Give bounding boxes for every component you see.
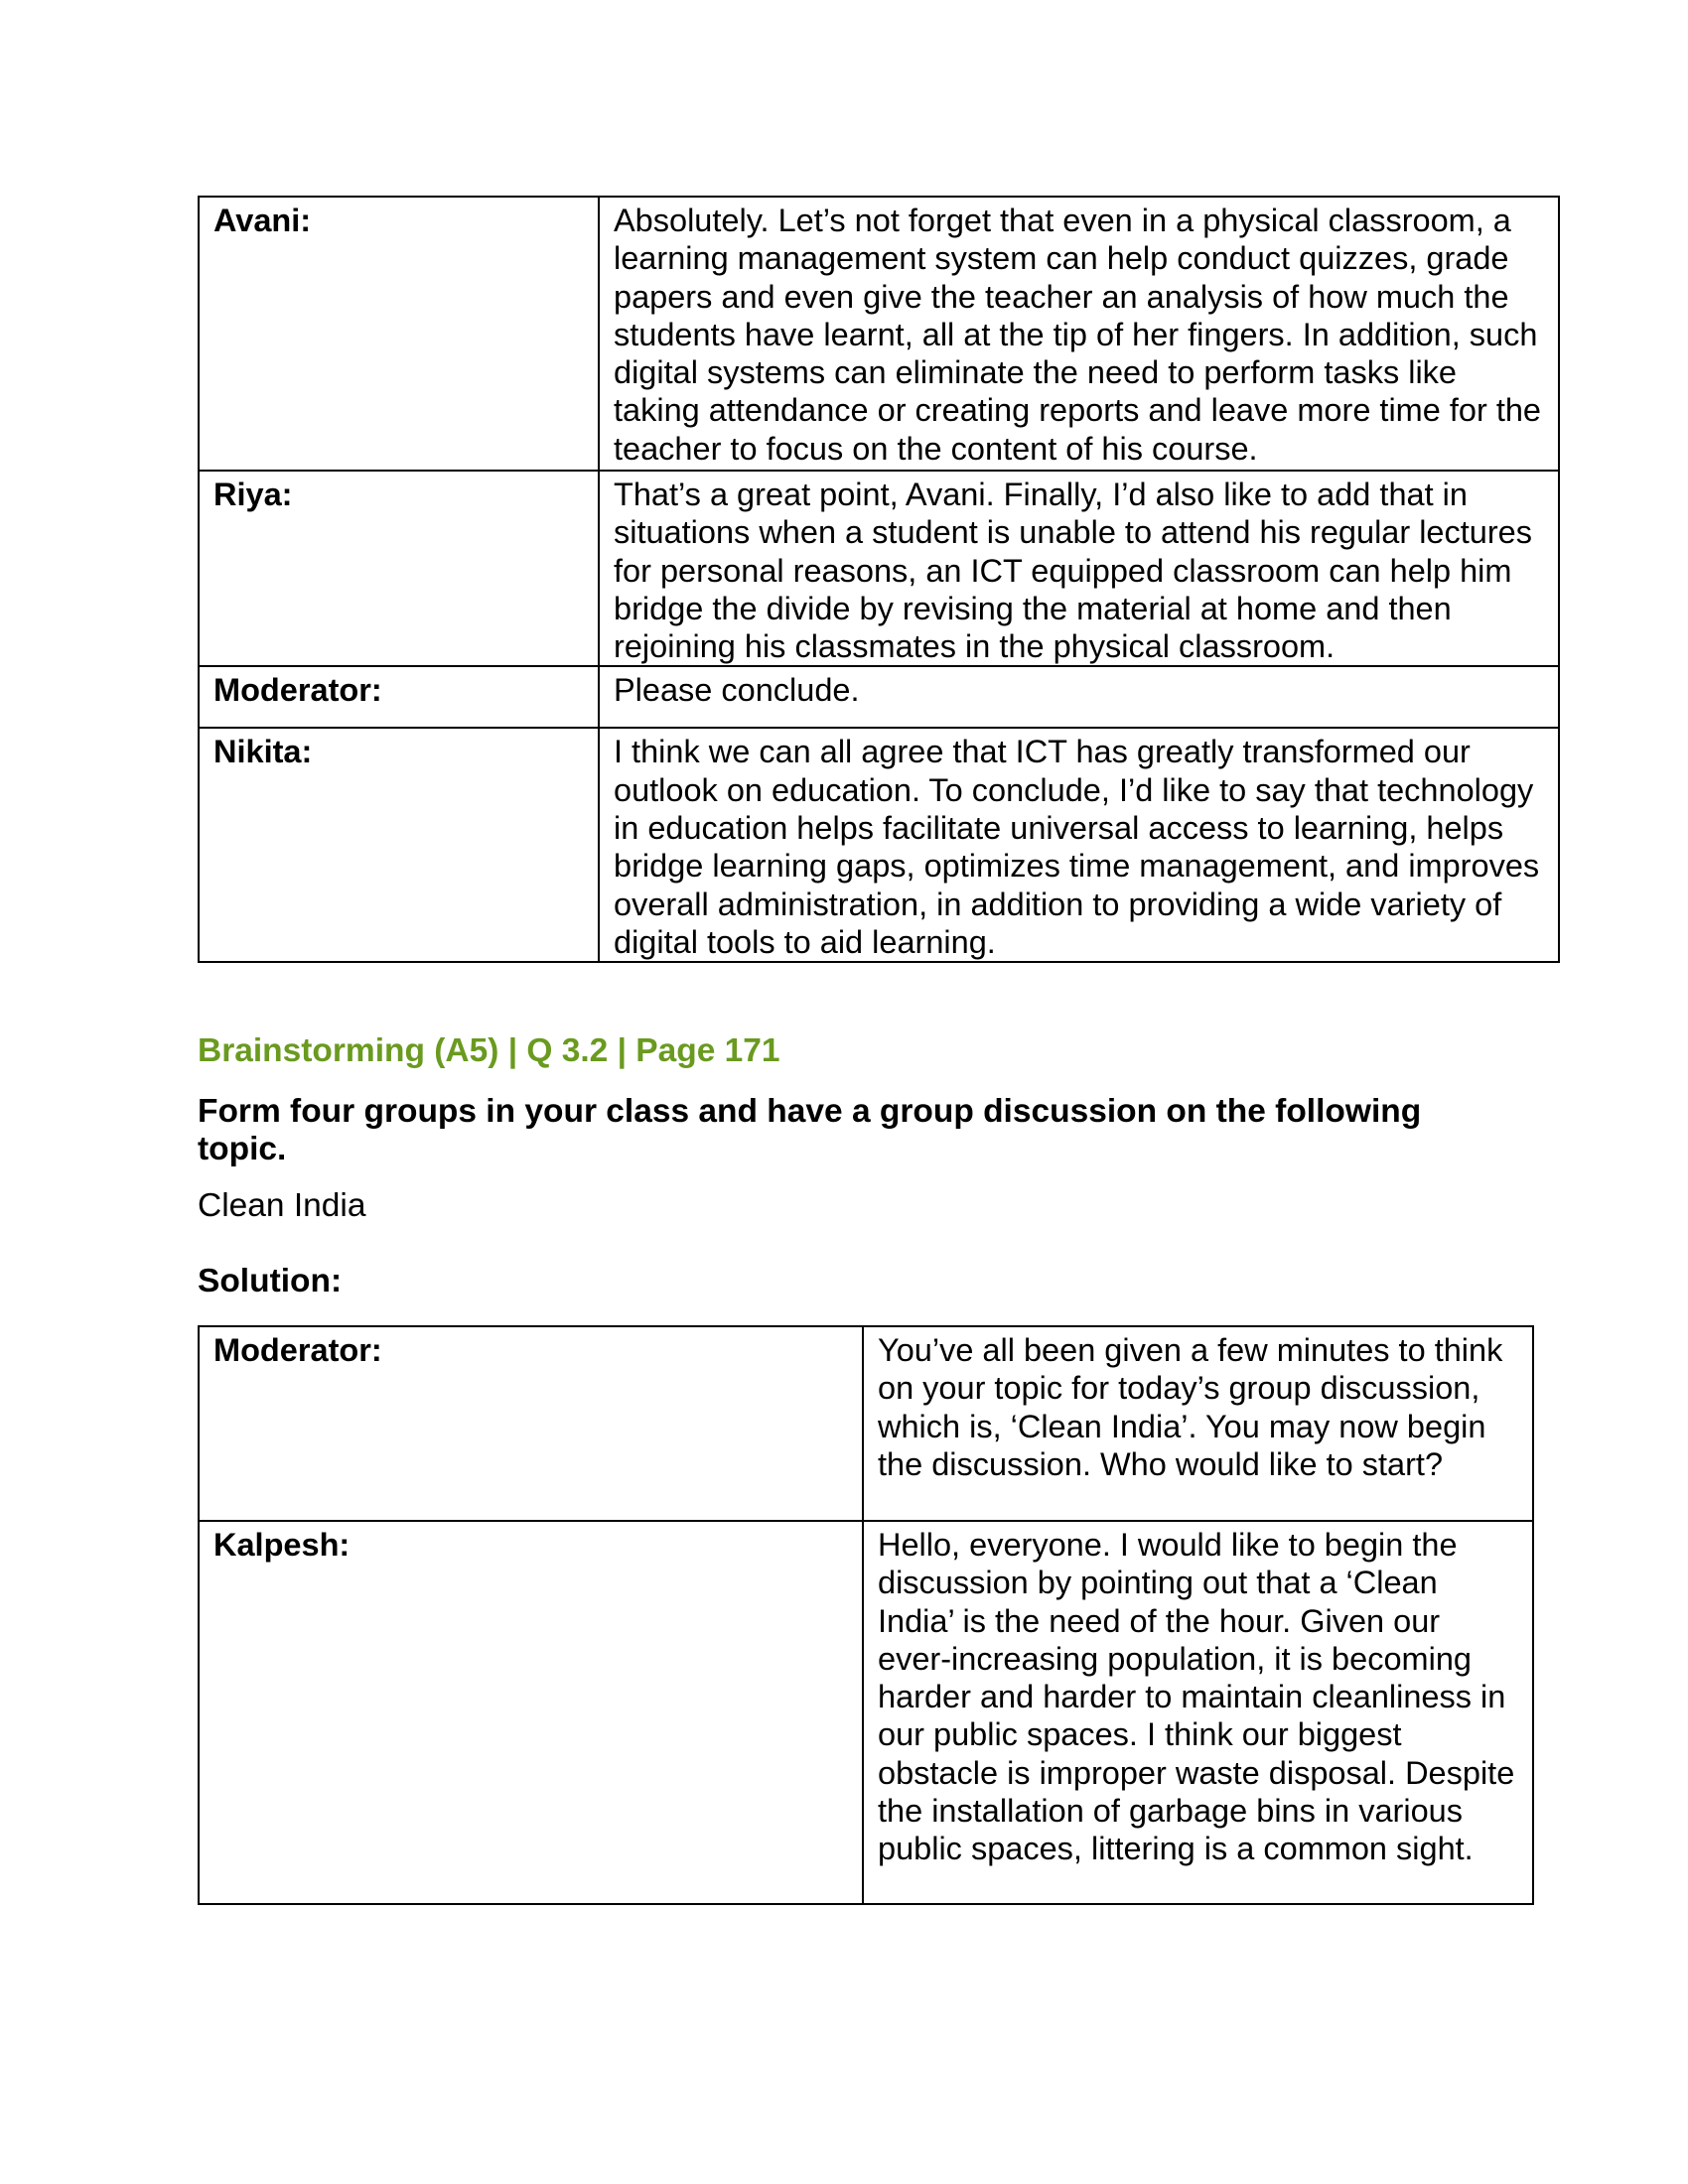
speaker-name: Nikita: [199,728,599,962]
dialogue-text: Hello, everyone. I would like to begin the discussion by pointing out that a ‘Clean India’ is the need of the hour. Given our ever-increasing population, it is becoming harder and harder to maintain cleanliness in our public spaces. I think our biggest obstacle is improper waste disposal. Despite the installation of garbage bins in various public spaces, littering is a common sight. [863,1521,1533,1904]
speaker-name: Moderator: [199,1326,863,1521]
dialogue-text: I think we can all agree that ICT has greatly transformed our outlook on education. To conclude, I’d like to say that technology in education helps facilitate universal access to learning, helps bridge learning gaps, optimizes time management, and improves overall administration, in addition to providing a wide variety of digital tools to aid learning. [599,728,1559,962]
speaker-name: Kalpesh: [199,1521,863,1904]
dialogue-text: Please conclude. [599,666,1559,728]
dialogue-text: Absolutely. Let’s not forget that even in a physical classroom, a learning management system can help conduct quizzes, grade papers and even give the teacher an analysis of how much the students have learnt, all at the tip of her fingers. In addition, such digital systems can eliminate the need to perform tasks like taking attendance or creating reports and leave more time for the teacher to focus on the content of his course. [599,197,1559,471]
dialogue-text: That’s a great point, Avani. Finally, I’d also like to add that in situations when a student is unable to attend his regular lectures for personal reasons, an ICT equipped classroom can help him bridge the divide by revising the material at home and then rejoining his classmates in the physical classroom. [599,471,1559,666]
speaker-name: Riya: [199,471,599,666]
section-heading: Brainstorming (A5) | Q 3.2 | Page 171 [198,1032,780,1069]
table-row [199,471,1559,666]
solution-label: Solution: [198,1263,343,1299]
table-row [199,1521,1533,1904]
speaker-name: Avani: [199,197,599,471]
topic-text: Clean India [198,1187,366,1224]
speaker-name: Moderator: [199,666,599,728]
table-row [199,728,1559,962]
discussion-table-2 [198,1325,1534,1905]
dialogue-text: You’ve all been given a few minutes to think on your topic for today’s group discussion, which is, ‘Clean India’. You may now begin the discussion. Who would like to start? [863,1326,1533,1521]
question-text: Form four groups in your class and have a group discussion on the following topic. [198,1093,1422,1167]
table-row [199,197,1559,471]
discussion-table-1 [198,196,1560,963]
table-row [199,666,1559,728]
table-row [199,1326,1533,1521]
